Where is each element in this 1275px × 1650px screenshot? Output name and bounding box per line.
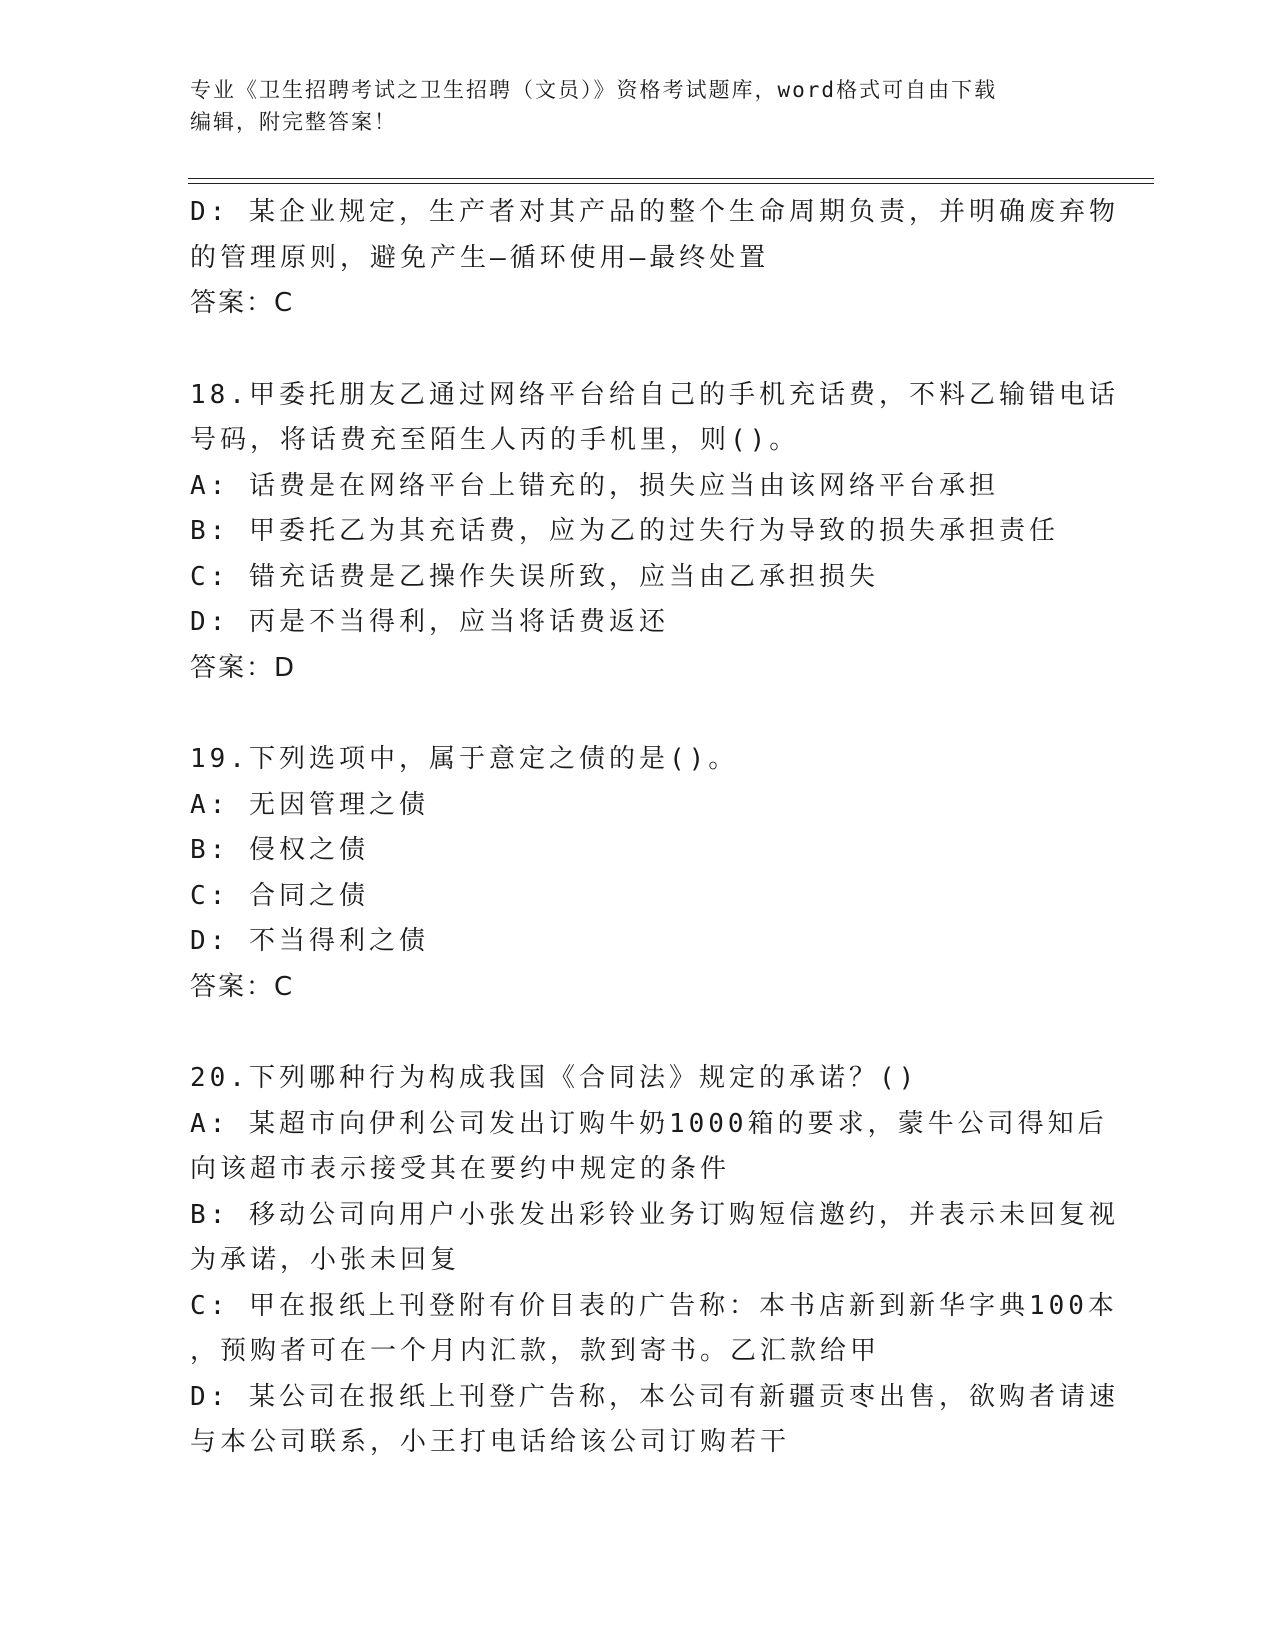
question-stem-line-2: 号码，将话费充至陌生人丙的手机里，则()。 (190, 425, 800, 455)
header-divider-top (188, 178, 1154, 179)
option-a: A: 话费是在网络平台上错充的，损失应当由该网络平台承担 (190, 470, 999, 501)
answer: 答案：C (190, 288, 295, 318)
option-a-line-1: A: 某超市向伊利公司发出订购牛奶1000箱的要求，蒙牛公司得知后 (190, 1108, 1108, 1139)
header-line-2: 编辑，附完整答案！ (190, 110, 397, 134)
option-b-line-2: 为承诺，小张未回复 (190, 1245, 461, 1275)
option-d: D: 丙是不当得利，应当将话费返还 (190, 607, 669, 637)
answer: 答案：C (190, 971, 295, 1002)
option-b-line-1: B: 移动公司向用户小张发出彩铃业务订购短信邀约，并表示未回复视 (190, 1199, 1119, 1230)
answer: 答案：D (190, 652, 297, 683)
option-b: B: 侵权之债 (190, 835, 369, 865)
header-divider-bottom (188, 183, 1154, 184)
option-c: C: 合同之债 (190, 880, 369, 911)
option-a-line-2: 向该超市表示接受其在要约中规定的条件 (190, 1154, 731, 1184)
option-a: A: 无因管理之债 (190, 789, 429, 820)
option-d: D: 不当得利之债 (190, 926, 429, 956)
question-18 (190, 373, 1119, 692)
option-d-line-1: D: 某企业规定，生产者对其产品的整个生命周期负责，并明确废弃物 (190, 197, 1119, 227)
question-20 (190, 1056, 1119, 1466)
document-header (190, 74, 1090, 138)
option-d-line-2: 的管理原则，避免产生—循环使用—最终处置 (190, 242, 770, 273)
question-stem-line-1: 18.甲委托朋友乙通过网络平台给自己的手机充话费，不料乙输错电话 (190, 379, 1119, 410)
question-17-tail (190, 190, 1119, 327)
document-body (190, 190, 1119, 1466)
header-line-1: 专业《卫生招聘考试之卫生招聘（文员）》资格考试题库，word格式可自由下载 (190, 78, 998, 102)
option-d-line-1: D: 某公司在报纸上刊登广告称，本公司有新疆贡枣出售，欲购者请速 (190, 1381, 1119, 1412)
question-stem: 20.下列哪种行为构成我国《合同法》规定的承诺？() (190, 1063, 919, 1093)
option-c-line-2: ，预购者可在一个月内汇款，款到寄书。乙汇款给甲 (190, 1336, 881, 1366)
question-stem: 19.下列选项中，属于意定之债的是()。 (190, 744, 739, 774)
option-c: C: 错充话费是乙操作失误所致，应当由乙承担损失 (190, 561, 879, 592)
option-c-line-1: C: 甲在报纸上刊登附有价目表的广告称：本书店新到新华字典100本 (190, 1290, 1118, 1321)
option-d-line-2: 与本公司联系，小王打电话给该公司订购若干 (190, 1427, 791, 1457)
question-19 (190, 737, 1090, 1010)
option-b: B: 甲委托乙为其充话费，应为乙的过失行为导致的损失承担责任 (190, 516, 1059, 546)
